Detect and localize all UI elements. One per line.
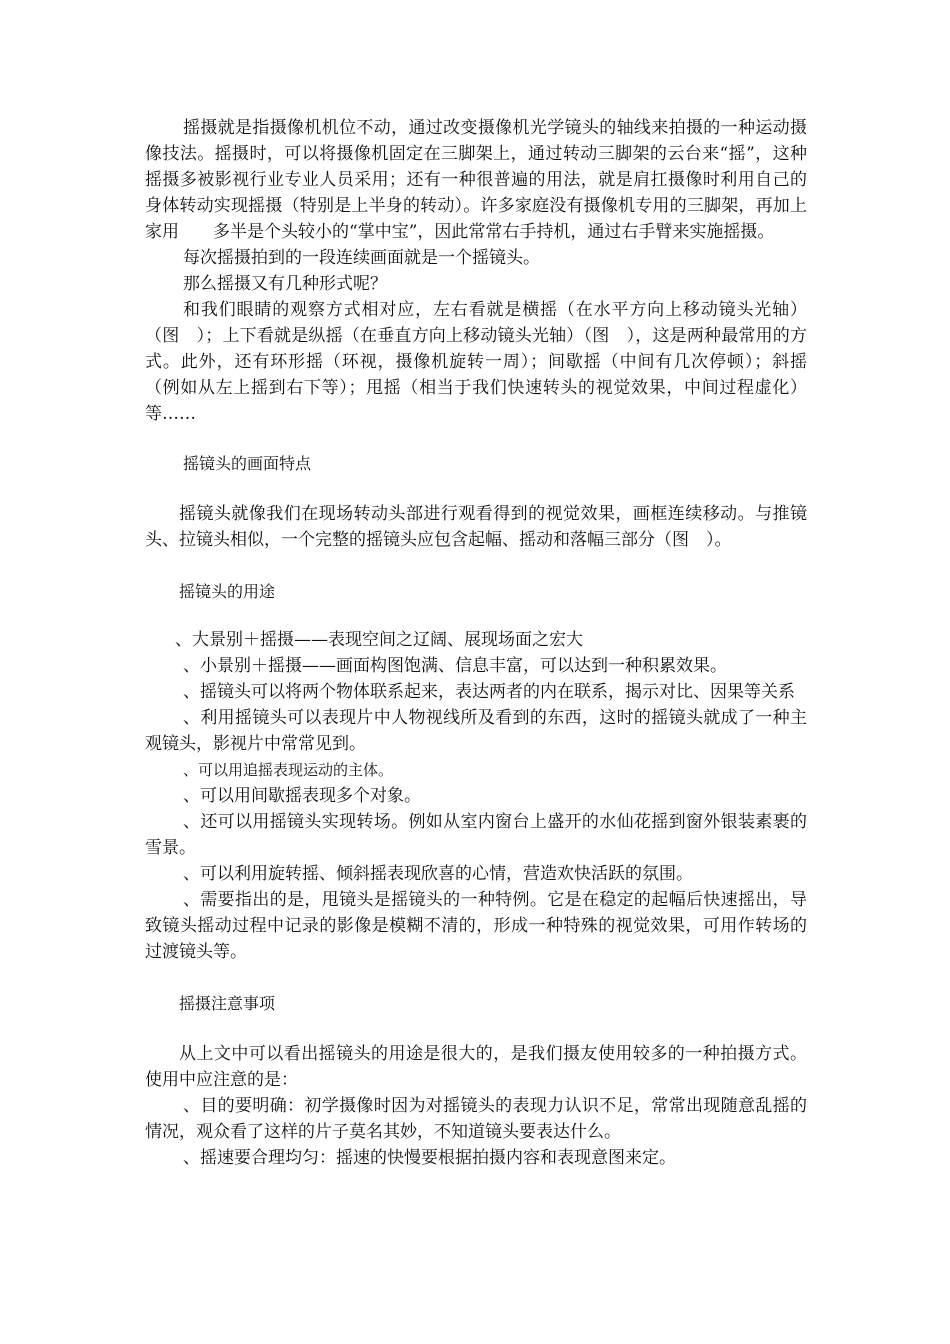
- document-page: [145, 115, 807, 1171]
- uses-list: [145, 627, 807, 965]
- notes-paragraph: 从上文中可以看出摇镜头的用途是很大的，是我们摄友使用较多的一种拍摄方式。使用中应注意的是：: [145, 1044, 807, 1090]
- intro-paragraph-4: 和我们眼睛的观察方式相对应，左右看就是横摇（在水平方向上移动镜头光轴）（图 ）；上下看就是纵摇（在垂直方向上移动镜头光轴）（图 ），这是两种最常用的方式。此外，还有环形摇（环视，摄像机旋转一周）；间歇摇（中间有几次停顿）；斜摇（例如从左上摇到右下等）；甩摇（相当于我们快速转头的视觉效果，中间过程虚化）等……: [145, 300, 807, 424]
- list-item: 、小景别＋摇摄——画面构图饱满、信息丰富，可以达到一种积累效果。: [183, 656, 727, 676]
- features-paragraph: 摇镜头就像我们在现场转动头部进行观看得到的视觉效果，画框连续移动。与推镜头、拉镜头相似，一个完整的摇镜头应包含起幅、摇动和落幅三部分（图 ）。: [145, 504, 807, 550]
- section-heading-notes: 摇摄注意事项: [179, 994, 276, 1013]
- list-item: 、可以利用旋转摇、倾斜摇表现欣喜的心情，营造欢快活跃的氛围。: [183, 864, 693, 884]
- list-item: 、利用摇镜头可以表现片中人物视线所及看到的东西，这时的摇镜头就成了一种主观镜头，影视片中常常见到。: [145, 708, 807, 754]
- list-item: 、摇速要合理均匀：摇速的快慢要根据拍摄内容和表现意图来定。: [183, 1148, 676, 1168]
- list-item: 、可以用间歇摇表现多个对象。: [183, 786, 421, 806]
- list-item: 、摇镜头可以将两个物体联系起来，表达两者的内在联系，揭示对比、因果等关系: [183, 682, 795, 702]
- list-item: 、需要指出的是，甩镜头是摇镜头的一种特例。它是在稳定的起幅后快速摇出，导致镜头摇动过程中记录的影像是模糊不清的，形成一种特殊的视觉效果，可用作转场的过渡镜头等。: [145, 890, 807, 962]
- list-item: 、可以用追摇表现运动的主体。: [183, 761, 394, 779]
- section-heading-features: 摇镜头的画面特点: [183, 454, 312, 473]
- section-heading-uses: 摇镜头的用途: [179, 582, 276, 601]
- list-item: 、目的要明确：初学摄像时因为对摇镜头的表现力认识不足，常常出现随意乱摇的情况，观众看了这样的片子莫名其妙，不知道镜头要表达什么。: [145, 1096, 807, 1142]
- intro-paragraph-2: 每次摇摄拍到的一段连续画面就是一个摇镜头。: [183, 248, 540, 268]
- list-item: 、大景别＋摇摄——表现空间之辽阔、展现场面之宏大: [175, 630, 583, 650]
- intro-paragraph-1: 摇摄就是指摄像机机位不动，通过改变摄像机光学镜头的轴线来拍摄的一种运动摄像技法。摇摄时，可以将摄像机固定在三脚架上，通过转动三脚架的云台来“摇”，这种摇摄多被影视行业专业人员采用；还有一种很普遍的用法，就是肩扛摄像时利用自己的身体转动实现摇摄（特别是上半身的转动）。许多家庭没有摄像机专用的三脚架，再加上家用 多半是个头较小的“掌中宝”，因此常常右手持机，通过右手臂来实施摇摄。: [145, 118, 807, 242]
- intro-paragraph-3: 那么摇摄又有几种形式呢？: [183, 274, 387, 294]
- list-item: 、还可以用摇镜头实现转场。例如从室内窗台上盛开的水仙花摇到窗外银装素裹的雪景。: [145, 812, 807, 858]
